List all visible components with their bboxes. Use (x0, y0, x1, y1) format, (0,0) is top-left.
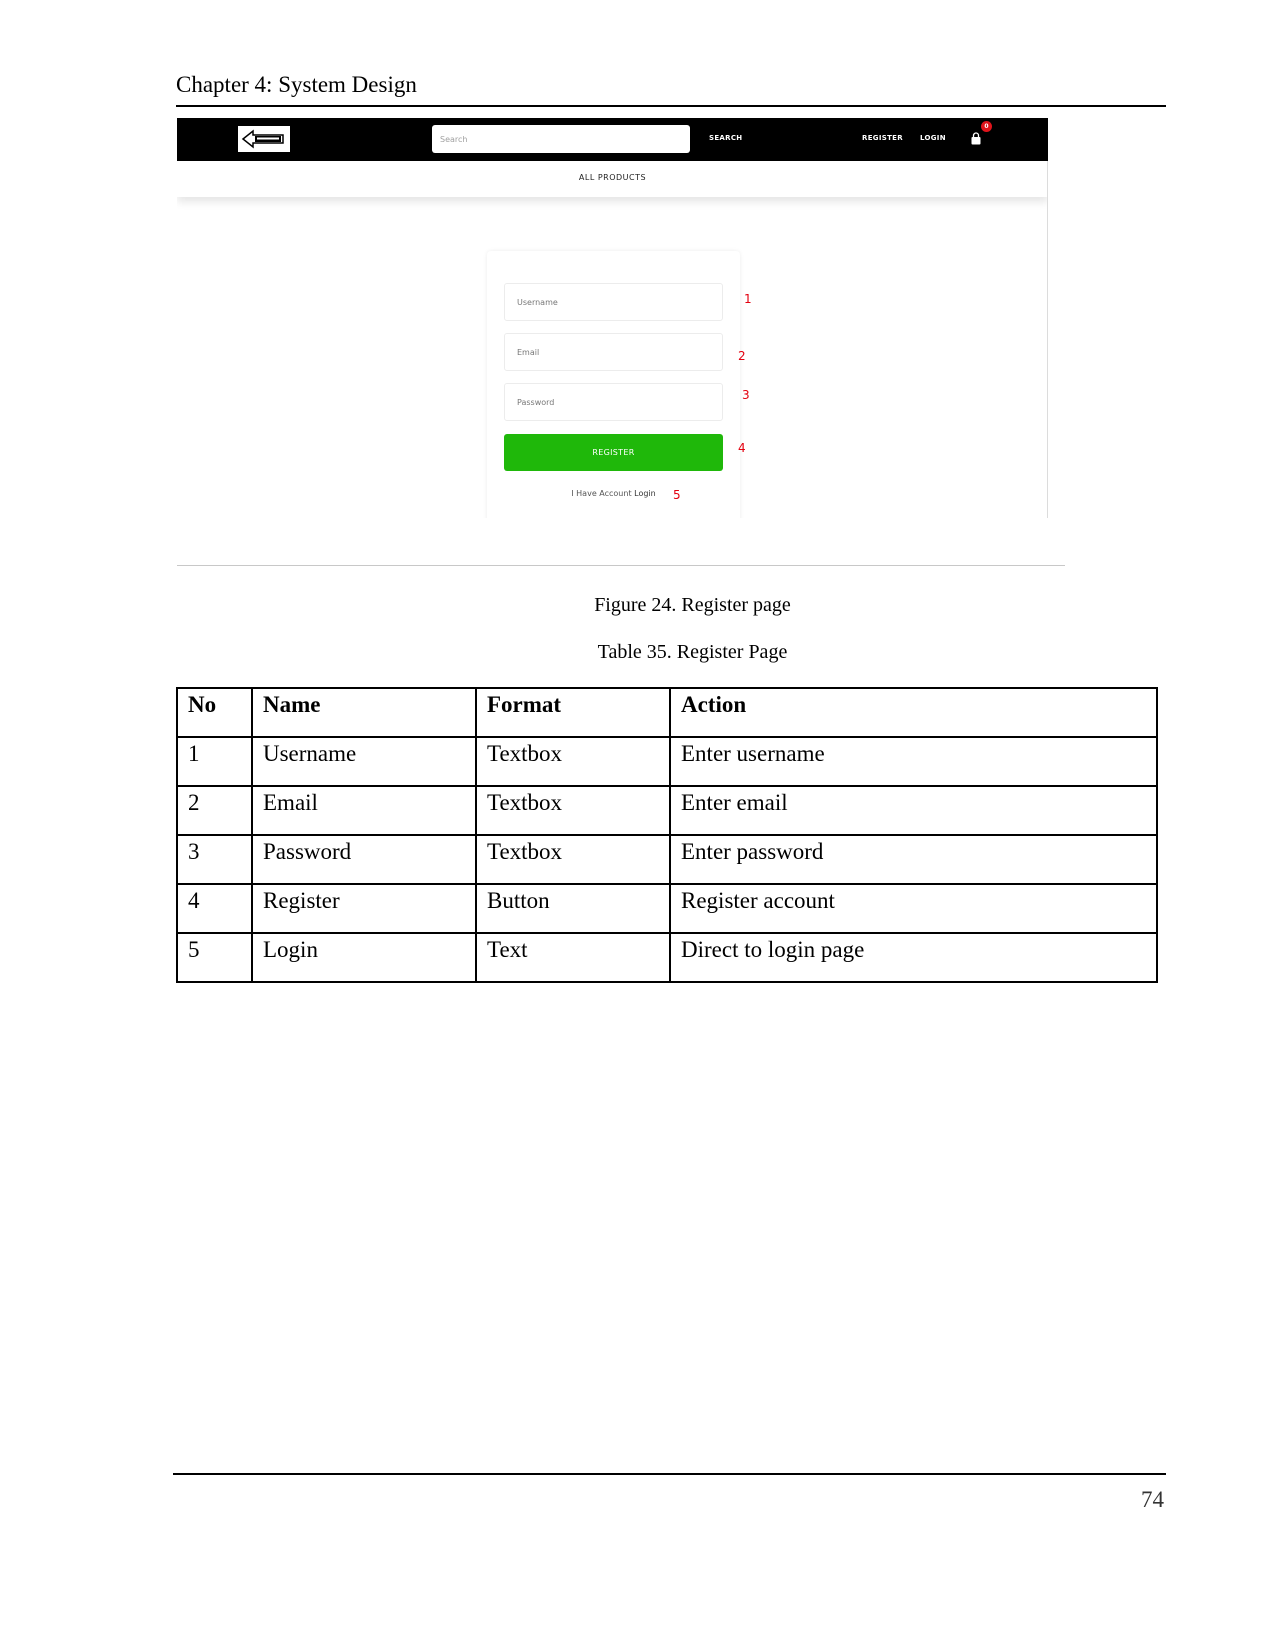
cart-count-badge: 0 (981, 121, 992, 132)
cell-action: Enter password (670, 835, 1157, 884)
table-header-row (177, 688, 1157, 737)
cell-format: Textbox (476, 835, 670, 884)
cell-format: Textbox (476, 737, 670, 786)
cell-no: 1 (177, 737, 252, 786)
page-number: 74 (1141, 1487, 1164, 1512)
chapter-header: Chapter 4: System Design (176, 72, 417, 97)
cell-action: Enter email (670, 786, 1157, 835)
table-row (177, 835, 1157, 884)
cell-format: Text (476, 933, 670, 982)
email-input[interactable] (504, 333, 723, 371)
all-products-link[interactable]: ALL PRODUCTS (578, 173, 647, 182)
table-row (177, 884, 1157, 933)
register-page-table (176, 687, 1158, 983)
shopping-bag-icon[interactable] (970, 132, 982, 146)
header-name: Name (252, 688, 476, 737)
header-rule (176, 105, 1166, 107)
username-input[interactable] (504, 283, 723, 321)
header-no: No (177, 688, 252, 737)
login-link[interactable]: Login (634, 489, 656, 498)
have-account-row (487, 489, 740, 498)
table-row (177, 737, 1157, 786)
cell-name: Password (252, 835, 476, 884)
register-page-screenshot (177, 118, 1048, 518)
cell-no: 4 (177, 884, 252, 933)
annotation-marker-1: 1 (744, 292, 752, 306)
annotation-marker-4: 4 (738, 441, 746, 455)
figure-caption: Figure 24. Register page (594, 594, 791, 616)
cell-format: Button (476, 884, 670, 933)
header-action: Action (670, 688, 1157, 737)
annotation-marker-3: 3 (742, 388, 750, 402)
password-input[interactable] (504, 383, 723, 421)
cell-name: Username (252, 737, 476, 786)
cell-name: Login (252, 933, 476, 982)
cell-format: Textbox (476, 786, 670, 835)
cell-action: Register account (670, 884, 1157, 933)
nav-register-link[interactable]: REGISTER (862, 134, 903, 142)
cell-name: Email (252, 786, 476, 835)
annotation-marker-5: 5 (673, 488, 681, 502)
footer-rule (173, 1473, 1166, 1475)
search-button[interactable]: SEARCH (709, 134, 743, 142)
search-input[interactable] (432, 125, 690, 153)
header-format: Format (476, 688, 670, 737)
cell-action: Enter username (670, 737, 1157, 786)
cell-no: 2 (177, 786, 252, 835)
table-row (177, 786, 1157, 835)
figure-separator (177, 565, 1065, 566)
cell-no: 3 (177, 835, 252, 884)
register-form-card (487, 251, 740, 518)
arrow-logo-icon (241, 129, 287, 149)
cell-no: 5 (177, 933, 252, 982)
annotation-marker-2: 2 (738, 349, 746, 363)
table-caption: Table 35. Register Page (597, 641, 788, 663)
sub-navbar (177, 161, 1048, 197)
nav-login-link[interactable]: LOGIN (920, 134, 946, 142)
top-navbar (177, 118, 1048, 161)
register-button[interactable]: REGISTER (504, 434, 723, 471)
have-account-text: I Have Account (571, 489, 632, 498)
table-row (177, 933, 1157, 982)
store-logo[interactable] (238, 126, 290, 152)
cell-name: Register (252, 884, 476, 933)
cell-action: Direct to login page (670, 933, 1157, 982)
